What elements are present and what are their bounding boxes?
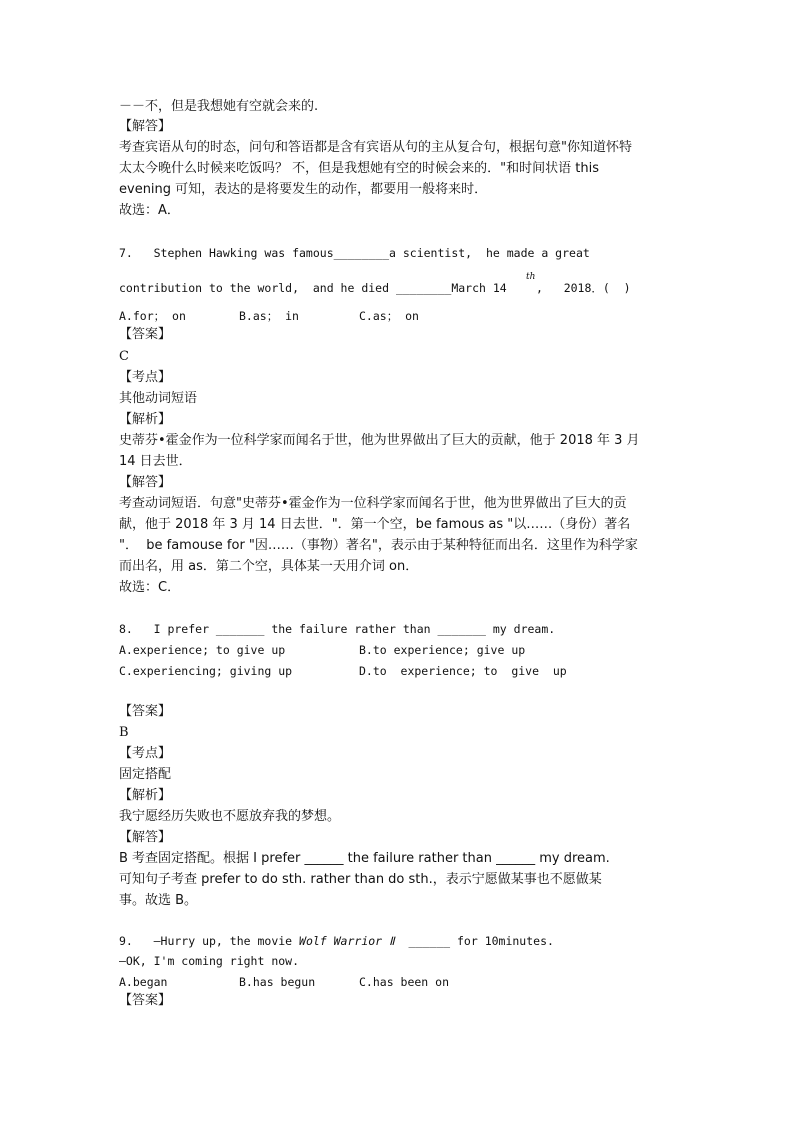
q7-jiexi-label: 【解析】 [119, 412, 172, 427]
q7-stem-line-2-text: contribution to the world, and he died ________March 14 [119, 281, 507, 295]
intro-choice: 故选：A． [119, 203, 180, 218]
q8-jieda-line-1: B 考查固定搭配。根据 I prefer ______ the failure rather than ______ my dream. [119, 851, 610, 866]
q7-option-a: A.for； on [119, 309, 186, 323]
q7-answer-label: 【答案】 [119, 327, 172, 342]
q8-option-b: B.to experience; give up [359, 643, 526, 657]
q7-jieda-line-1: 考查动词短语．句意"史蒂芬•霍金作为一位科学家而闻名于世，他为世界做出了巨大的贡 [119, 496, 627, 511]
q7-superscript: th [526, 272, 536, 282]
q8-jiexi: 我宁愿经历失败也不愿放弃我的梦想。 [119, 809, 341, 824]
q7-stem-line-2 [119, 278, 507, 298]
q8-option-c: C.experiencing; giving up [119, 664, 293, 678]
q9-option-c: C.has been on [359, 975, 450, 989]
q8-option-a: A.experience; to give up [119, 643, 286, 657]
q7-kaodian: 其他动词短语 [119, 391, 198, 406]
intro-jieda-line-1: 考查宾语从句的时态，问句和答语都是含有宾语从句的主从复合句，根据句意"你知道怀特 [119, 140, 632, 155]
q7-jieda-line-4: 而出名，用 as．第二个空，具体某一天用介词 on． [119, 559, 419, 574]
q9-stem-pre: 9. —Hurry up, the movie [119, 934, 300, 948]
q9-option-a: A.began [119, 975, 168, 989]
q7-stem-line-1: 7. Stephen Hawking was famous________a scientist, he made a great [119, 246, 590, 260]
q7-jieda-line-2: 献，他于 2018 年 3 月 14 日去世．"．第一个空，be famous as "以……（身份）著名 [119, 517, 631, 532]
q7-stem-line-2-end: , 2018．( ) [536, 281, 631, 295]
q8-option-d: D.to experience; to give up [359, 664, 567, 678]
section-label-jieda: 【解答】 [119, 119, 172, 134]
q7-option-b: B.as； in [239, 309, 299, 323]
q7-jiexi-line-1: 史蒂芬•霍金作为一位科学家而闻名于世，他为世界做出了巨大的贡献，他于 2018 年 3 月 [119, 433, 640, 448]
intro-jieda-line-2: 太太今晚什么时候来吃饭吗？ 不，但是我想她有空的时候会来的．"和时间状语 this [119, 161, 599, 176]
q7-option-c: C.as； on [359, 309, 419, 323]
q9-answer-label: 【答案】 [119, 993, 172, 1008]
q9-stem-line-1 [119, 931, 679, 951]
q7-jieda-label: 【解答】 [119, 475, 172, 490]
q8-jieda-line-2: 可知句子考查 prefer to do sth. rather than do sth.，表示宁愿做某事也不愿做某 [119, 872, 602, 887]
q7-jiexi-line-2: 14 日去世． [119, 454, 192, 469]
q8-answer-label: 【答案】 [119, 704, 172, 719]
q8-kaodian: 固定搭配 [119, 767, 172, 782]
q9-stem-line-2: —OK, I'm coming right now. [119, 954, 300, 968]
intro-jieda-line-3: evening 可知，表达的是将要发生的动作，都要用一般将来时． [119, 182, 488, 197]
q8-answer: B [119, 725, 129, 740]
q9-movie-title: Wolf Warrior Ⅱ [299, 934, 395, 948]
q7-choice: 故选：C． [119, 580, 181, 595]
q8-kaodian-label: 【考点】 [119, 746, 172, 761]
q7-jieda-line-3: "． be famouse for "因……（事物）著名"，表示由于某种特征而出名．这里作为科学家 [119, 538, 638, 553]
q7-answer: C [119, 349, 129, 364]
q8-stem: 8. I prefer _______ the failure rather than _______ my dream. [119, 622, 556, 636]
q7-kaodian-label: 【考点】 [119, 370, 172, 385]
q8-jieda-label: 【解答】 [119, 830, 172, 845]
intro-dialog-line: －－不，但是我想她有空就会来的. [119, 99, 319, 114]
q9-option-b: B.has begun [239, 975, 316, 989]
q8-jiexi-label: 【解析】 [119, 788, 172, 803]
q9-stem-post: ______ for 10minutes. [394, 934, 554, 948]
q8-jieda-line-3: 事。故选 B。 [119, 893, 198, 908]
